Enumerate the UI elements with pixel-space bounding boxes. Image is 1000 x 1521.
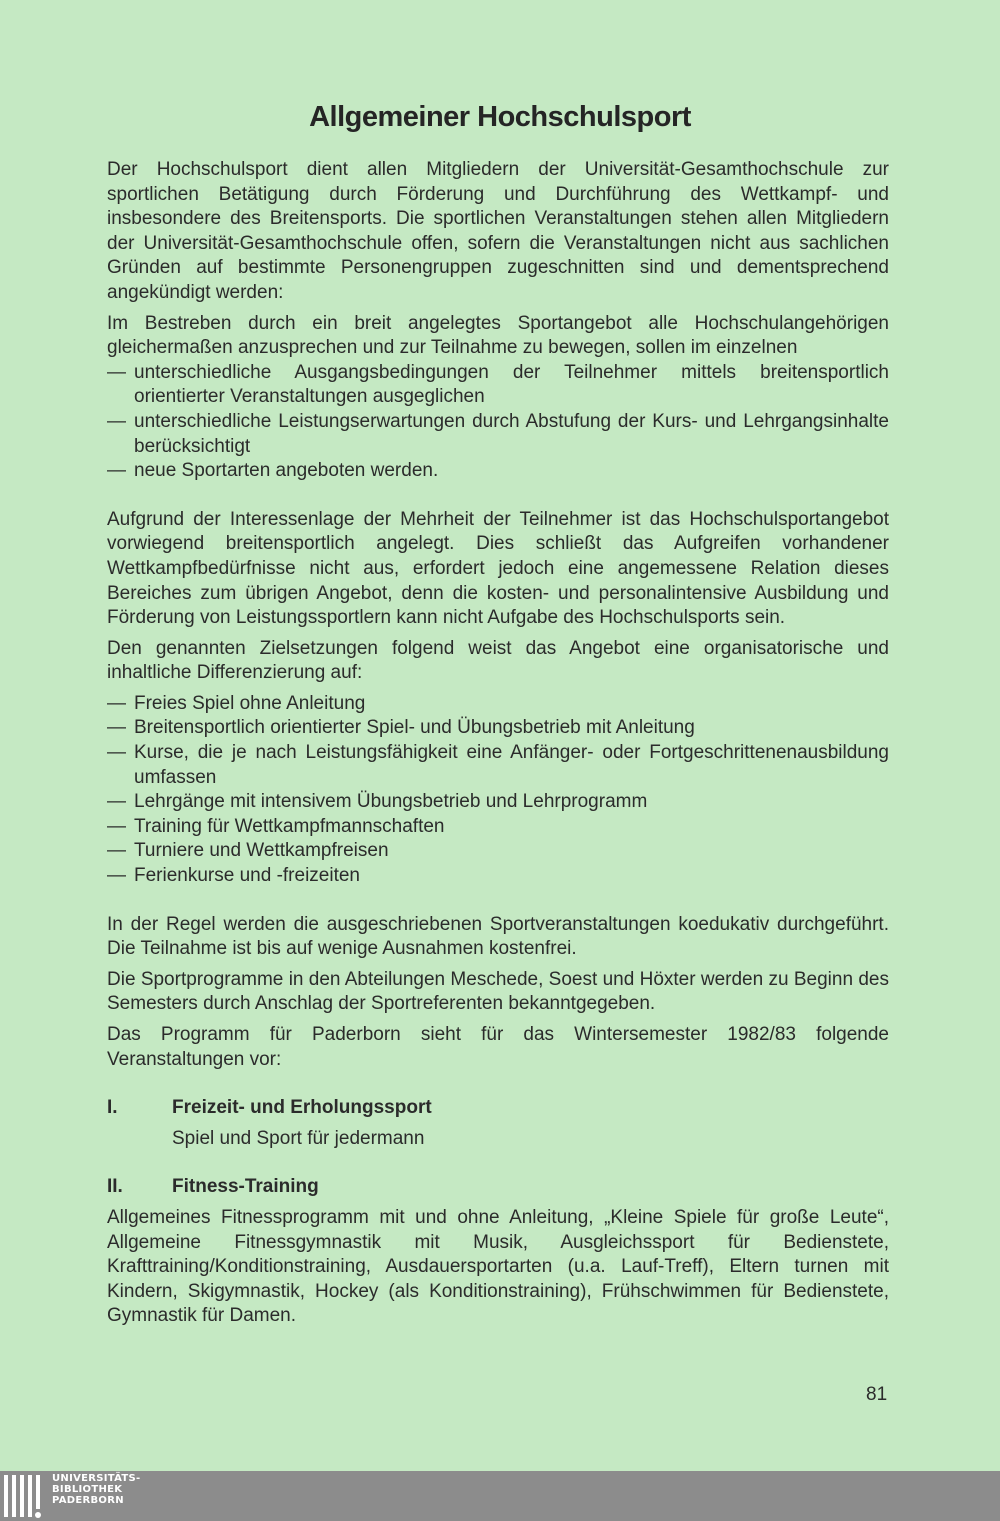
section-title: Fitness-Training	[172, 1176, 319, 1198]
intro-paragraph-2: Im Bestreben durch ein breit angelegtes Sportangebot alle Hochschulangehörigen gleichermaßen anzusprechen und zur Teilnahme zu bewegen, sollen im einzelnen	[107, 312, 889, 359]
page-title: Allgemeiner Hochschulsport	[309, 101, 691, 133]
section-title: Freizeit- und Erholungssport	[172, 1097, 432, 1119]
list-item: — Lehrgänge mit intensivem Übungsbetrieb und Lehrprogramm	[107, 790, 889, 815]
list-item: — unterschiedliche Ausgangsbedingungen der Teilnehmer mittels breitensportlich orientierter Veranstaltungen ausgeglichen	[107, 361, 889, 410]
library-footer-bar	[0, 1471, 1000, 1521]
library-line-3: PADERBORN	[52, 1495, 124, 1506]
section-heading-1	[107, 1096, 889, 1121]
intro-paragraph-1: Der Hochschulsport dient allen Mitgliedern der Universität-Gesamthochschule zur sportlichen Betätigung durch Förderung und Durchführung des Wettkampf- und insbesondere des Breitensports. Die sportlichen Veranstaltungen stehen allen Mitgliedern der Universität-Gesamthochschule offen, sofern die Veranstaltungen nicht aus sachlichen Gründen auf bestimmte Personengruppen zugeschnitten sind und dementsprechend angekündigt werden:	[107, 159, 889, 303]
library-line-1: UNIVERSITÄTS-	[52, 1473, 141, 1484]
offer-paragraph-1: Aufgrund der Interessenlage der Mehrheit der Teilnehmer ist das Hochschulsportangebot vorwiegend breitensportlich angelegt. Dies schließt das Aufgreifen vorhandener Wettkampfbedürfnisse nicht aus, erfordert jedoch eine angemessene Relation dieses Bereiches zum übrigen Angebot, denn die kosten- und personalintensive Ausbildung und Förderung von Leistungssportlern kann nicht Aufgabe des Hochschulsports sein.	[107, 508, 889, 629]
rules-paragraph-1: In der Regel werden die ausgeschriebenen Sportveranstaltungen koedukativ durchgeführt. Die Teilnahme ist bis auf wenige Ausnahmen kostenfrei.	[107, 913, 889, 960]
page-number: 81	[866, 1384, 888, 1405]
section-body-2: Allgemeines Fitnessprogramm mit und ohne Anleitung, „Kleine Spiele für große Leute“, Allgemeine Fitnessgymnastik mit Musik, Ausgleichssport für Bedienstete, Krafttraining/Konditionstraining, Ausdauersportarten (u.a. Lauf-Treff), Eltern turnen mit Kindern, Skigymnastik, Hockey (als Konditionstraining), Frühschwimmen für Bedienstete, Gymnastik für Damen.	[107, 1206, 889, 1327]
section-number: I.	[107, 1097, 118, 1119]
intro-list	[107, 361, 889, 484]
list-item: — Turniere und Wettkampfreisen	[107, 839, 889, 864]
list-item: — Training für Wettkampfmannschaften	[107, 815, 889, 840]
body-text	[107, 158, 889, 1329]
rules-paragraph-2: Die Sportprogramme in den Abteilungen Meschede, Soest und Höxter werden zu Beginn des Semesters durch Anschlag der Sportreferenten bekanntgegeben.	[107, 968, 889, 1015]
rules-paragraph-3: Das Programm für Paderborn sieht für das Wintersemester 1982/83 folgende Veranstaltungen vor:	[107, 1024, 889, 1070]
list-item: — Freies Spiel ohne Anleitung	[107, 692, 889, 717]
offer-paragraph-2: Den genannten Zielsetzungen folgend weist das Angebot eine organisatorische und inhaltliche Differenzierung auf:	[107, 637, 889, 684]
library-name	[52, 1473, 141, 1506]
library-bars-icon	[2, 1473, 46, 1519]
list-item: — Kurse, die je nach Leistungsfähigkeit eine Anfänger- oder Fortgeschrittenenausbildung umfassen	[107, 741, 889, 790]
section-number: II.	[107, 1176, 123, 1198]
library-line-2: BIBLIOTHEK	[52, 1484, 123, 1495]
section-heading-2	[107, 1175, 889, 1200]
list-item: — unterschiedliche Leistungserwartungen durch Abstufung der Kurs- und Lehrgangsinhalte berücksichtigt	[107, 410, 889, 459]
section-body-1: Spiel und Sport für jedermann	[172, 1127, 425, 1149]
list-item: — Breitensportlich orientierter Spiel- und Übungsbetrieb mit Anleitung	[107, 716, 889, 741]
offer-list	[107, 692, 889, 889]
list-item: — neue Sportarten angeboten werden.	[107, 459, 889, 484]
list-item: — Ferienkurse und -freizeiten	[107, 864, 889, 889]
